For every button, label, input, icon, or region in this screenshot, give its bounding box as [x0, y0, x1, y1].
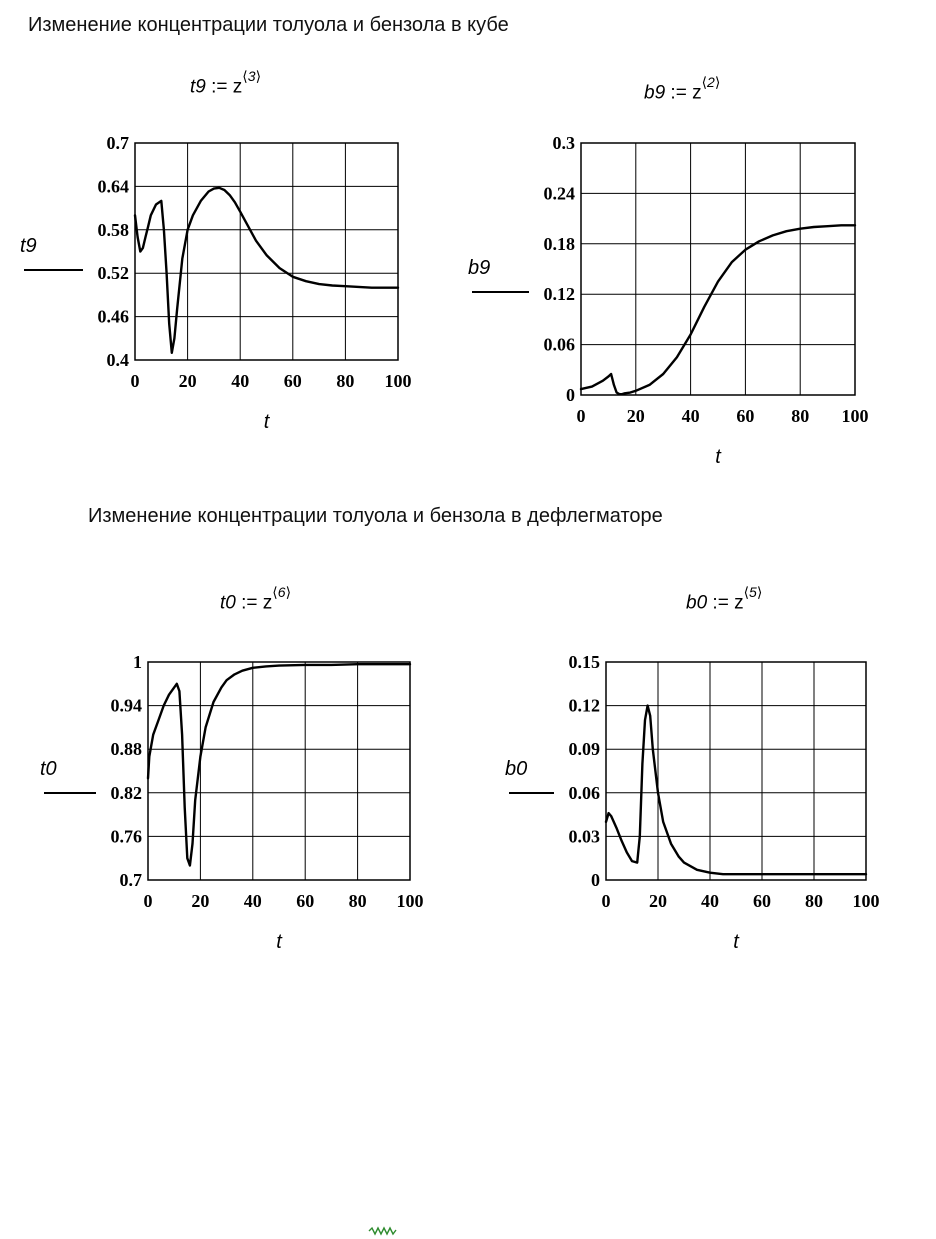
- y-tick-label: 0.88: [110, 739, 142, 760]
- definition-var: b9: [644, 82, 666, 104]
- definition-index: 2: [707, 74, 715, 90]
- y-tick-label: 0.52: [97, 263, 129, 284]
- x-tick-label: 80: [336, 371, 355, 391]
- definition-var: b0: [686, 592, 708, 614]
- y-tick-label: 0.12: [543, 284, 575, 305]
- plot-frame: [606, 662, 866, 880]
- x-tick-label: 80: [791, 406, 810, 426]
- x-axis-label: t: [715, 446, 721, 468]
- x-axis-label: t: [263, 411, 270, 433]
- definition-assign: :=: [211, 76, 228, 98]
- heading-cube: Изменение концентрации толуола и бензола в кубе: [28, 14, 509, 36]
- y-tick-label: 0.4: [106, 350, 129, 370]
- x-tick-label: 0: [130, 371, 140, 391]
- definition-assign: :=: [712, 592, 729, 614]
- y-axis-label: t0: [40, 758, 57, 780]
- x-axis-label: t: [733, 931, 739, 953]
- x-axis-label: t: [276, 931, 282, 953]
- x-tick-label: 20: [178, 371, 197, 391]
- definition-z: z: [232, 76, 243, 98]
- definition-superscript: ⟨5⟩: [743, 584, 763, 600]
- y-tick-label: 0.06: [543, 334, 575, 355]
- y-tick-label: 0.12: [568, 695, 600, 716]
- definition-index: 5: [749, 584, 757, 600]
- definition-index: 6: [277, 584, 286, 600]
- x-tick-label: 60: [753, 891, 771, 911]
- definition-assign: :=: [670, 82, 687, 104]
- y-tick-label: 0.15: [568, 652, 600, 672]
- definition-z: z: [734, 592, 744, 614]
- y-tick-label: 0.03: [568, 826, 600, 847]
- y-tick-label: 0.76: [110, 826, 142, 847]
- definition-var: t9: [190, 76, 206, 98]
- y-axis-label: b9: [468, 257, 491, 279]
- x-tick-label: 60: [296, 891, 315, 911]
- x-tick-label: 20: [191, 891, 210, 911]
- y-tick-label: 0.7: [106, 133, 129, 153]
- x-tick-label: 60: [736, 406, 755, 426]
- y-axis-label: t9: [20, 235, 37, 257]
- wavy-mark-icon: [368, 1226, 398, 1236]
- y-tick-label: 0: [591, 870, 600, 890]
- x-tick-label: 100: [396, 891, 424, 911]
- y-tick-label: 0: [566, 385, 575, 405]
- y-tick-label: 0.94: [110, 695, 142, 716]
- x-tick-label: 100: [841, 406, 869, 426]
- y-tick-label: 0.64: [97, 176, 129, 197]
- series-line: [606, 706, 866, 875]
- x-tick-label: 0: [601, 891, 611, 911]
- x-tick-label: 20: [626, 406, 645, 426]
- x-tick-label: 0: [143, 891, 153, 911]
- definition-superscript: ⟨3⟩: [242, 68, 262, 84]
- definition-assign: :=: [241, 592, 258, 614]
- definition-z: z: [262, 592, 273, 614]
- y-tick-label: 0.46: [97, 306, 129, 327]
- x-tick-label: 40: [681, 406, 700, 426]
- x-tick-label: 80: [348, 891, 367, 911]
- y-tick-label: 0.18: [543, 233, 575, 254]
- y-tick-label: 0.09: [568, 739, 600, 760]
- y-tick-label: 0.7: [119, 870, 142, 890]
- y-tick-label: 0.24: [543, 183, 575, 204]
- y-tick-label: 0.82: [110, 782, 142, 803]
- x-tick-label: 80: [805, 891, 823, 911]
- definition-superscript: ⟨2⟩: [701, 74, 721, 90]
- x-tick-label: 20: [649, 891, 667, 911]
- heading-reflux: Изменение концентрации толуола и бензола в дефлегматоре: [88, 505, 663, 527]
- x-tick-label: 40: [243, 891, 262, 911]
- x-tick-label: 40: [701, 891, 719, 911]
- y-axis-label: b0: [505, 758, 528, 780]
- x-tick-label: 100: [852, 891, 880, 911]
- x-tick-label: 100: [384, 371, 412, 391]
- y-tick-label: 0.3: [552, 133, 575, 153]
- definition-superscript: ⟨6⟩: [272, 584, 292, 600]
- x-tick-label: 0: [576, 406, 586, 426]
- y-tick-label: 0.58: [97, 219, 129, 240]
- definition-z: z: [692, 82, 702, 104]
- definition-var: t0: [220, 592, 236, 614]
- y-tick-label: 1: [133, 652, 142, 672]
- x-tick-label: 40: [231, 371, 250, 391]
- definition-index: 3: [247, 68, 256, 84]
- x-tick-label: 60: [283, 371, 302, 391]
- y-tick-label: 0.06: [568, 782, 600, 803]
